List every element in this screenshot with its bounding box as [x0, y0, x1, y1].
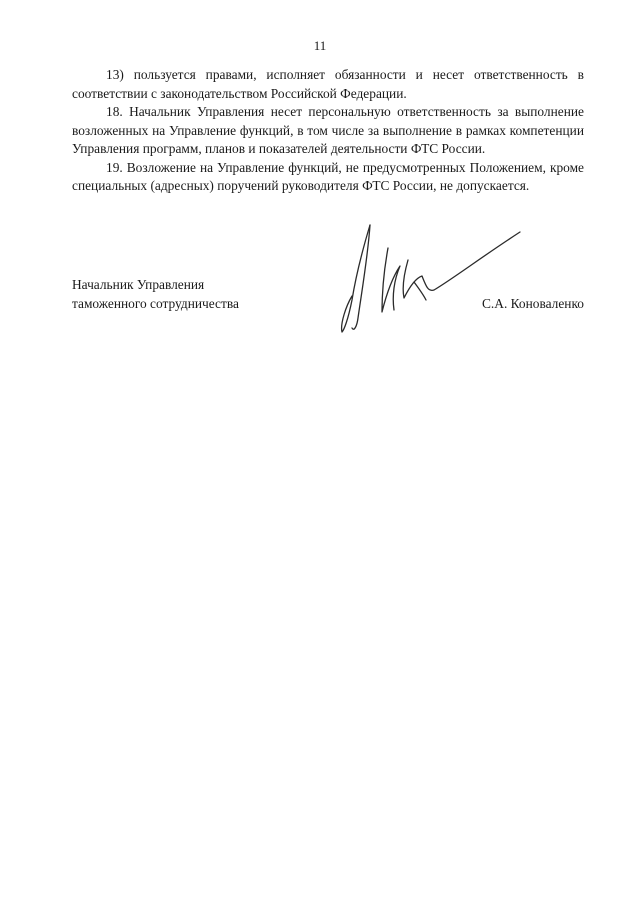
document-body	[72, 66, 584, 196]
paragraph-item-13	[72, 66, 584, 103]
signatory-title-line-1: Начальник Управления	[72, 277, 205, 292]
signatory-name: С.А. Коноваленко	[482, 295, 584, 311]
signatory-title-line-2: таможенного сотрудничества	[72, 295, 239, 311]
paragraph-item-19	[72, 159, 584, 196]
paragraph-line: не допускается.	[439, 178, 530, 193]
paragraph-line: кроме специальных (адресных) поручений руководителя ФТС России,	[72, 159, 584, 193]
paragraph-line: в рамках компетенции Управления программ, планов и показателей деятельности	[72, 122, 584, 156]
paragraph-line: 18. Начальник Управления несет персональную ответственность	[106, 104, 491, 119]
paragraph-line: за выполнение возложенных на Управление функций, в том числе за выполнение	[72, 104, 584, 138]
paragraph-line: в соответствии с законодательством Российской Федерации.	[72, 67, 584, 101]
paragraph-line: 19. Возложение на Управление функций, не предусмотренных Положением,	[106, 159, 546, 175]
paragraph-item-18	[72, 103, 584, 159]
paragraph-line: ФТС России.	[410, 141, 486, 156]
paragraph-line: 13) пользуется правами, исполняет обязанности и несет ответственность	[106, 67, 568, 82]
signature-block	[72, 276, 584, 316]
page-number: 11	[313, 38, 327, 53]
